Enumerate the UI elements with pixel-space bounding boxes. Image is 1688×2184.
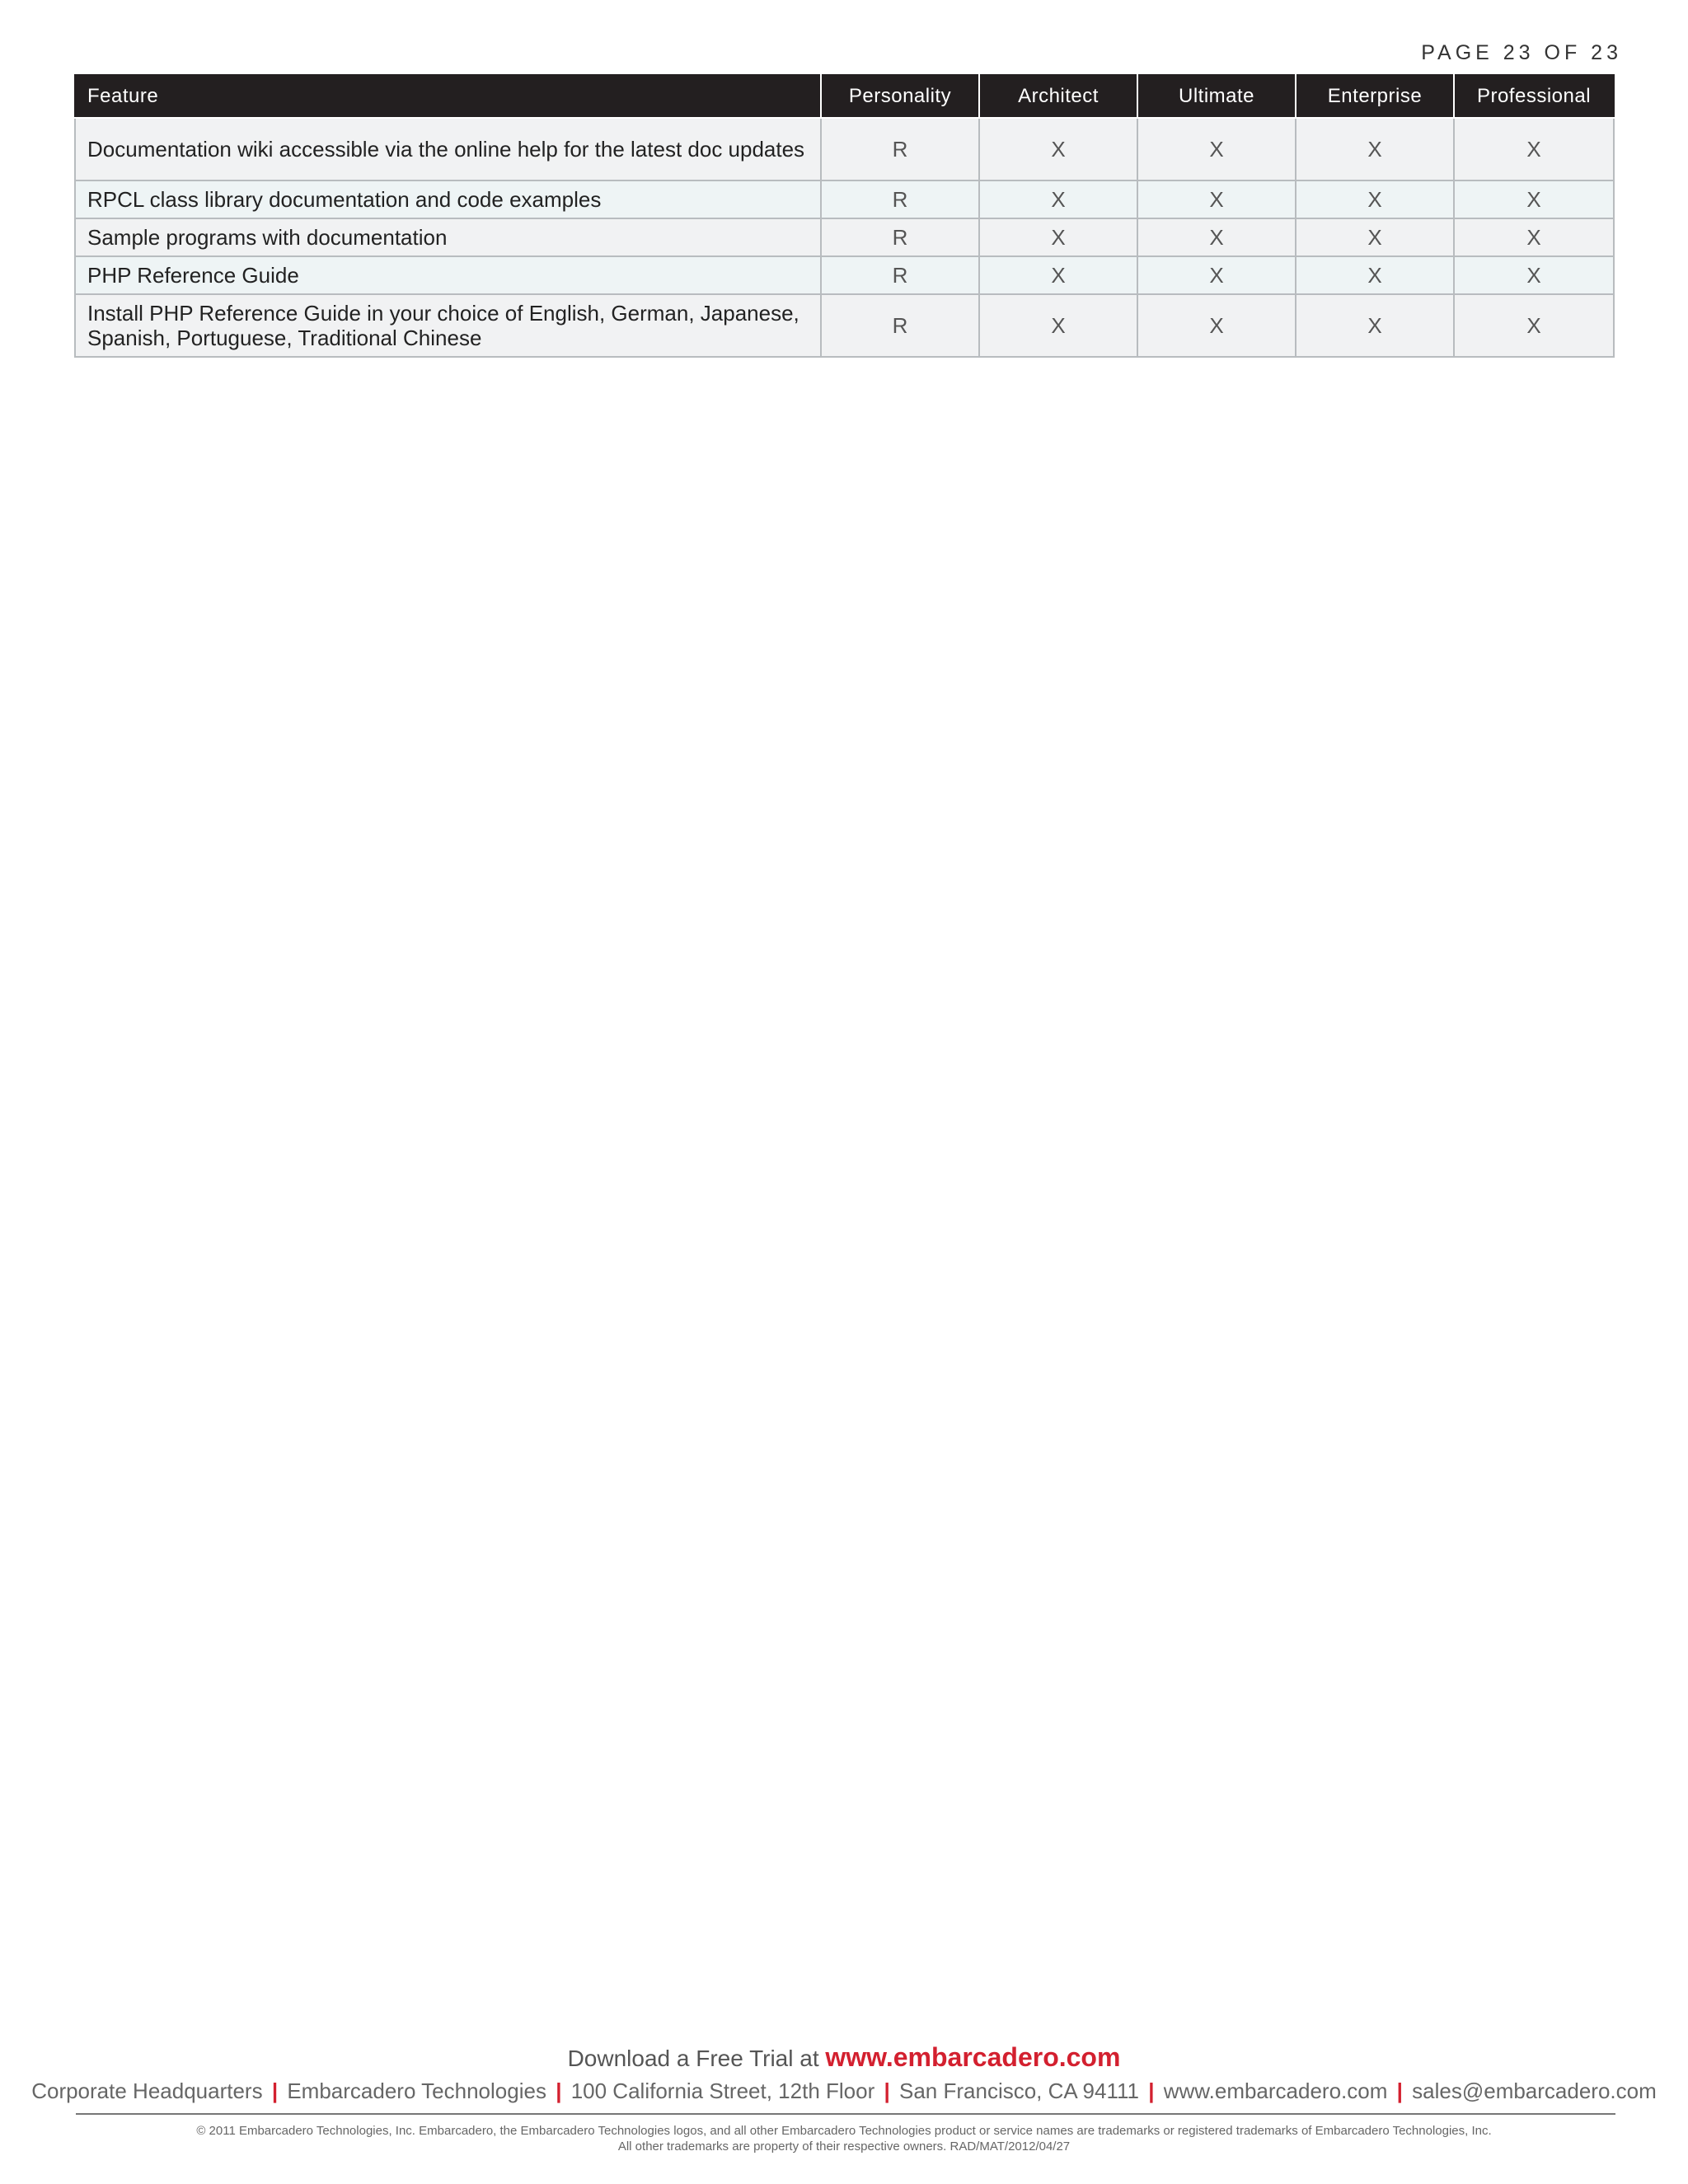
feature-cell: Install PHP Reference Guide in your choice of English, German, Japanese, Spanish, Portuguese, Traditional Chinese [75, 294, 821, 357]
free-trial-line [0, 2042, 1688, 2073]
feature-comparison-table [74, 74, 1615, 358]
architect-cell: X [979, 294, 1137, 357]
professional-cell: X [1454, 294, 1614, 357]
enterprise-cell: X [1296, 294, 1454, 357]
ultimate-cell: X [1137, 294, 1296, 357]
address-website-link[interactable]: www.embarcadero.com [1163, 2079, 1388, 2103]
header-personality: Personality [821, 75, 979, 118]
personality-cell: R [821, 256, 979, 294]
header-feature: Feature [75, 75, 821, 118]
address-headquarters: Corporate Headquarters [31, 2079, 263, 2103]
feature-cell: PHP Reference Guide [75, 256, 821, 294]
feature-cell: Documentation wiki accessible via the online help for the latest doc updates [75, 118, 821, 180]
address-separator: | [1396, 2079, 1403, 2103]
legal-notice [0, 2123, 1688, 2154]
address-street: 100 California Street, 12th Floor [570, 2079, 875, 2103]
address-separator: | [1148, 2079, 1155, 2103]
architect-cell: X [979, 180, 1137, 218]
header-ultimate: Ultimate [1137, 75, 1296, 118]
personality-cell: R [821, 294, 979, 357]
address-email-link[interactable]: sales@embarcadero.com [1412, 2079, 1657, 2103]
professional-cell: X [1454, 256, 1614, 294]
page-number: PAGE 23 OF 23 [1421, 41, 1622, 64]
enterprise-cell: X [1296, 218, 1454, 256]
table-row [75, 256, 1614, 294]
footer-divider [76, 2113, 1615, 2115]
ultimate-cell: X [1137, 118, 1296, 180]
feature-cell: Sample programs with documentation [75, 218, 821, 256]
personality-cell: R [821, 218, 979, 256]
address-company: Embarcadero Technologies [287, 2079, 546, 2103]
enterprise-cell: X [1296, 180, 1454, 218]
ultimate-cell: X [1137, 180, 1296, 218]
table-header-row [75, 75, 1614, 118]
personality-cell: R [821, 118, 979, 180]
table-row [75, 180, 1614, 218]
header-professional: Professional [1454, 75, 1614, 118]
professional-cell: X [1454, 180, 1614, 218]
architect-cell: X [979, 256, 1137, 294]
architect-cell: X [979, 218, 1137, 256]
corporate-address-line [0, 2079, 1688, 2104]
table-row [75, 118, 1614, 180]
ultimate-cell: X [1137, 256, 1296, 294]
free-trial-label: Download a Free Trial at [567, 2046, 826, 2071]
address-city: San Francisco, CA 94111 [899, 2079, 1139, 2103]
table-row [75, 218, 1614, 256]
enterprise-cell: X [1296, 256, 1454, 294]
address-separator: | [884, 2079, 890, 2103]
address-separator: | [556, 2079, 562, 2103]
legal-line-2: All other trademarks are property of their respective owners. RAD/MAT/2012/04/27 [617, 2139, 1071, 2154]
header-enterprise: Enterprise [1296, 75, 1454, 118]
free-trial-link[interactable]: www.embarcadero.com [825, 2042, 1121, 2072]
feature-cell: RPCL class library documentation and code examples [75, 180, 821, 218]
architect-cell: X [979, 118, 1137, 180]
ultimate-cell: X [1137, 218, 1296, 256]
address-separator: | [271, 2079, 279, 2103]
enterprise-cell: X [1296, 118, 1454, 180]
legal-line-1: © 2011 Embarcadero Technologies, Inc. Embarcadero, the Embarcadero Technologies logos, and all other Embarcadero Technologies product or service names are trademarks or registered trademarks of Embarcadero Technologies, Inc. [196, 2124, 1492, 2138]
personality-cell: R [821, 180, 979, 218]
table-row [75, 294, 1614, 357]
professional-cell: X [1454, 218, 1614, 256]
header-architect: Architect [979, 75, 1137, 118]
professional-cell: X [1454, 118, 1614, 180]
